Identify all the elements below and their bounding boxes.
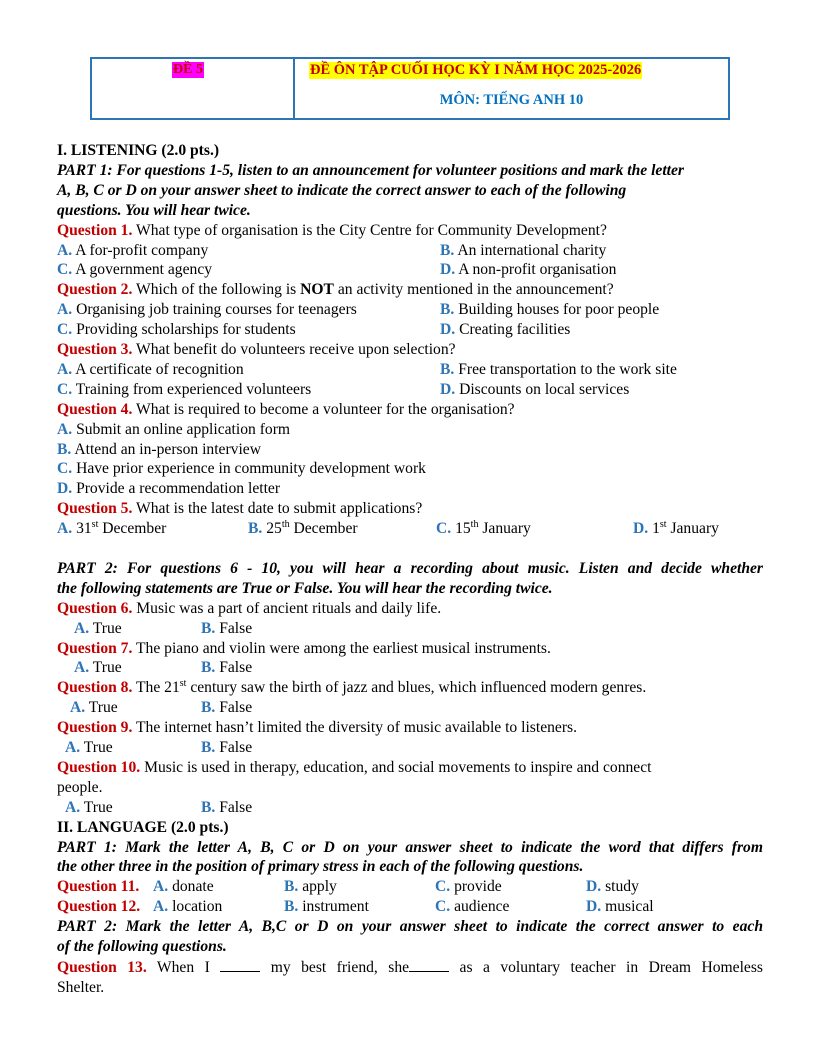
option-true: A. True bbox=[74, 659, 122, 677]
question-label: Question 12. bbox=[57, 898, 141, 916]
option-a: A. donate bbox=[153, 878, 214, 896]
question-label: Question 1. bbox=[57, 221, 133, 239]
option-b: B. Building houses for poor people bbox=[440, 301, 660, 319]
question-label: Question 11. bbox=[57, 878, 140, 896]
question-3: Question 3. What benefit do volunteers receive upon selection? bbox=[57, 341, 456, 358]
header-title-cell bbox=[295, 59, 728, 118]
option-true: A. True bbox=[65, 739, 113, 757]
option-d: D. Creating facilities bbox=[440, 321, 571, 339]
question-13: Question 13. When I my best friend, she as a voluntary teacher in Dream Homeless bbox=[57, 958, 763, 976]
exam-subject: MÔN: TIẾNG ANH 10 bbox=[439, 92, 584, 108]
option-d: D. 1st January bbox=[633, 518, 719, 538]
lang-part2-instruction-line: of the following questions. bbox=[57, 938, 227, 956]
exam-code: ĐỀ 5 bbox=[173, 62, 203, 77]
question-12 bbox=[57, 897, 763, 917]
answer-blank bbox=[220, 957, 260, 972]
true-false-row bbox=[57, 738, 763, 758]
question-10-continuation: people. bbox=[57, 778, 103, 796]
option-b: B. instrument bbox=[284, 898, 369, 916]
option-c: C. A government agency bbox=[57, 261, 213, 279]
option-a: A. A for-profit company bbox=[57, 241, 209, 259]
option-d: D. Provide a recommendation letter bbox=[57, 480, 281, 498]
options-row bbox=[57, 360, 763, 380]
exam-content bbox=[57, 141, 763, 998]
question-4: Question 4. What is required to become a volunteer for the organisation? bbox=[57, 400, 515, 418]
header-code-cell bbox=[92, 59, 295, 118]
option-false: B. False bbox=[201, 739, 253, 757]
exam-title: ĐỀ ÔN TẬP CUỐI HỌC KỲ I NĂM HỌC 2025-2026 bbox=[310, 62, 642, 78]
part1-instruction-line: A, B, C or D on your answer sheet to indicate the correct answer to each of the following bbox=[57, 181, 627, 199]
options-row bbox=[57, 260, 763, 280]
option-b: B. 25th December bbox=[248, 518, 358, 538]
option-c: C. 15th January bbox=[436, 518, 531, 538]
options-row bbox=[57, 300, 763, 320]
lang-part1-instruction-line: the other three in the position of primary stress in each of the following questions. bbox=[57, 858, 584, 876]
option-c: C. provide bbox=[435, 878, 502, 896]
option-false: B. False bbox=[201, 798, 253, 816]
option-b: B. Attend an in-person interview bbox=[57, 440, 261, 458]
option-true: A. True bbox=[70, 699, 118, 717]
true-false-row bbox=[57, 698, 763, 718]
option-true: A. True bbox=[65, 798, 113, 816]
question-5: Question 5. What is the latest date to submit applications? bbox=[57, 500, 423, 518]
section-heading-language: II. LANGUAGE (2.0 pts.) bbox=[57, 818, 229, 836]
part2-instruction-line: the following statements are True or False. You will hear the recording twice. bbox=[57, 579, 553, 597]
true-false-row bbox=[57, 798, 763, 818]
options-row bbox=[57, 241, 763, 261]
option-false: B. False bbox=[201, 699, 253, 717]
option-c: C. Have prior experience in community development work bbox=[57, 460, 426, 478]
option-a: A. Submit an online application form bbox=[57, 420, 291, 438]
options-row bbox=[57, 519, 763, 539]
question-text: What type of organisation is the City Centre for Community Development? bbox=[132, 221, 607, 239]
part1-instruction-line: questions. You will hear twice. bbox=[57, 201, 251, 219]
options-row bbox=[57, 380, 763, 400]
option-a: A. Organising job training courses for teenagers bbox=[57, 301, 357, 319]
option-d: D. musical bbox=[586, 898, 654, 916]
part2-instruction-line: PART 2: For questions 6 - 10, you will hear a recording about music. Listen and decide whether bbox=[57, 559, 763, 577]
option-a: A. location bbox=[153, 898, 223, 916]
question-10: Question 10. Music is used in therapy, education, and social movements to inspire and connect bbox=[57, 758, 652, 776]
question-1 bbox=[57, 221, 763, 241]
question-9: Question 9. The internet hasn’t limited the diversity of music available to listeners. bbox=[57, 719, 577, 737]
option-a: A. 31st December bbox=[57, 518, 167, 538]
option-b: B. An international charity bbox=[440, 241, 607, 259]
option-d: D. A non-profit organisation bbox=[440, 261, 617, 279]
question-11 bbox=[57, 877, 763, 897]
true-false-row bbox=[57, 619, 763, 639]
question-7: Question 7. The piano and violin were among the earliest musical instruments. bbox=[57, 639, 551, 657]
option-false: B. False bbox=[201, 659, 253, 677]
spacer bbox=[57, 539, 763, 559]
option-a: A. A certificate of recognition bbox=[57, 360, 244, 378]
options-row bbox=[57, 320, 763, 340]
header-table bbox=[90, 57, 730, 120]
option-false: B. False bbox=[201, 619, 253, 637]
section-heading-listening: I. LISTENING (2.0 pts.) bbox=[57, 142, 220, 159]
option-b: B. apply bbox=[284, 878, 337, 896]
question-2: Question 2. Which of the following is NOT an activity mentioned in the announcement? bbox=[57, 281, 614, 299]
option-d: D. Discounts on local services bbox=[440, 380, 630, 398]
option-c: C. Training from experienced volunteers bbox=[57, 380, 312, 398]
lang-part1-instruction-line: PART 1: Mark the letter A, B, C or D on your answer sheet to indicate the word that differs from bbox=[57, 838, 763, 856]
option-d: D. study bbox=[586, 878, 639, 896]
true-false-row bbox=[57, 658, 763, 678]
option-c: C. audience bbox=[435, 898, 510, 916]
option-true: A. True bbox=[74, 619, 122, 637]
part1-instruction-line: PART 1: For questions 1-5, listen to an announcement for volunteer positions and mark the letter bbox=[57, 161, 685, 179]
question-6: Question 6. Music was a part of ancient rituals and daily life. bbox=[57, 599, 442, 617]
question-8: Question 8. The 21st century saw the birth of jazz and blues, which influenced modern genres. bbox=[57, 678, 647, 697]
question-13-continuation: Shelter. bbox=[57, 978, 105, 996]
option-c: C. Providing scholarships for students bbox=[57, 321, 296, 339]
option-b: B. Free transportation to the work site bbox=[440, 360, 677, 378]
answer-blank bbox=[409, 957, 449, 972]
lang-part2-instruction-line: PART 2: Mark the letter A, B,C or D on your answer sheet to indicate the correct answer to each bbox=[57, 918, 763, 936]
